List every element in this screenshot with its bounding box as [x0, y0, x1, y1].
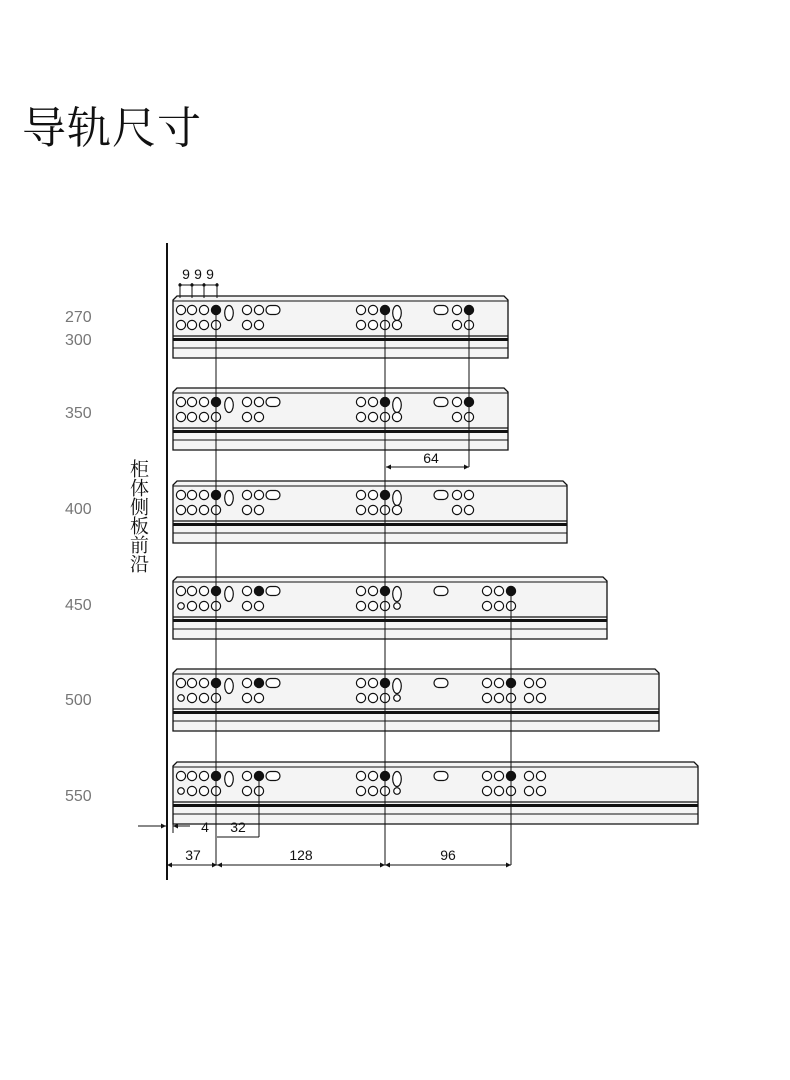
- rail-350: [173, 388, 508, 450]
- rail-450: [173, 577, 607, 639]
- hole-pitch-dimension: [178, 266, 218, 298]
- rail-length-label-550: 550: [65, 788, 92, 805]
- dim-4: 4: [201, 819, 209, 835]
- rail-length-label-400: 400: [65, 501, 92, 518]
- rail-550: [173, 762, 698, 824]
- dim-96: 96: [440, 847, 456, 863]
- rail-270-300: [173, 296, 508, 358]
- rail-length-label-300: 300: [65, 332, 92, 349]
- bottom-dimensions: [167, 847, 511, 865]
- dim-9-a: 9: [182, 266, 190, 282]
- rail-length-label-350: 350: [65, 405, 92, 422]
- dim-128: 128: [289, 847, 313, 863]
- rail-400: [173, 481, 567, 543]
- rails-group: [173, 296, 698, 824]
- page-title: 导轨尺寸: [22, 103, 202, 154]
- dim-64: 64: [423, 450, 439, 466]
- dim-64-group: [386, 450, 469, 467]
- dim-9-b: 9: [194, 266, 202, 282]
- rail-length-label-270: 270: [65, 309, 92, 326]
- cabinet-side-front-edge-label: 柜体侧板前沿: [127, 459, 149, 573]
- rail-length-label-450: 450: [65, 597, 92, 614]
- dim-32: 32: [230, 819, 246, 835]
- rail-500: [173, 669, 659, 731]
- dim-37: 37: [185, 847, 201, 863]
- rail-length-label-500: 500: [65, 692, 92, 709]
- dim-9-c: 9: [206, 266, 214, 282]
